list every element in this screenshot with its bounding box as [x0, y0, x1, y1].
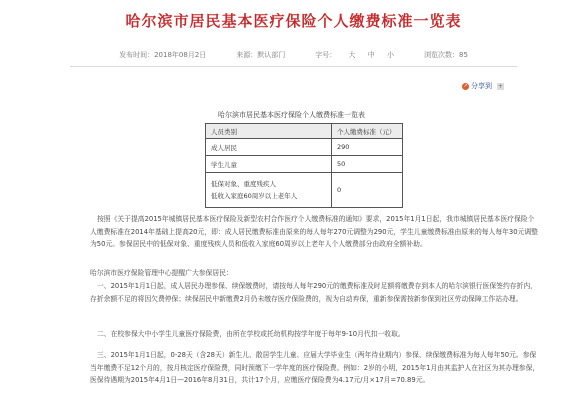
table-header-cell: 个人缴费标准（元） — [332, 124, 403, 139]
table-header-cell: 人员类别 — [206, 124, 332, 139]
paragraph-reminder: 哈尔滨市医疗保险管理中心提醒广大参保居民： — [90, 269, 233, 277]
font-size-label: 字号： — [315, 51, 337, 59]
page-title: 哈尔滨市居民基本医疗保险个人缴费标准一览表 — [125, 12, 462, 30]
share-button[interactable] — [462, 81, 504, 91]
share-more-icon[interactable]: + — [497, 82, 504, 90]
table-cell — [206, 173, 332, 208]
font-size-large[interactable]: 大 — [348, 51, 356, 59]
table-cell: 290 — [332, 139, 403, 156]
table-cell-line: 低收入家庭60周岁以上老年人 — [211, 192, 298, 200]
table-cell: 学生儿童 — [206, 156, 332, 173]
table-cell: 50 — [332, 156, 403, 173]
source: 来源：默认部门 — [236, 51, 286, 59]
paragraph-item-2: 二、在校参保大中小学生儿童医疗保险费，由所在学校或托幼机构按学年度于每年9-10月代扣一收取。 — [97, 330, 405, 338]
font-size-control — [315, 50, 394, 60]
table-caption: 哈尔滨市居民基本医疗保险个人缴费标准一览表 — [218, 111, 365, 119]
article-meta — [0, 50, 587, 60]
paragraph-item-1: 一、2015年1月1日起，成人居民办理参保、续保缴费时，请按每人每年290元的缴费标准及时足额将缴费存到本人的哈尔滨银行医保签约存折内，存折余额不足的将因欠费停保；续保居民中新缴费2月仍未缴存医疗保险费的，视为自动弃保，重新参保需按新参保到社区劳动保障工作站办理。 — [90, 282, 537, 303]
view-count: 浏览次数：85 — [423, 51, 468, 59]
fee-table — [205, 123, 403, 208]
table-header-row — [206, 124, 403, 139]
table-cell: 成人居民 — [206, 139, 332, 156]
font-size-small[interactable]: 小 — [386, 51, 394, 59]
paragraph-item-3: 三、2015年1月1日起，0-28天（含28天）新生儿、散居学生儿童、应届大学毕业生（两年待业期内）参保、续保缴费标准为每人每年50元。参保当年缴费不足12个月的，按月核定医疗保险费，同时预缴下一学年度的医疗保险费。例如：2岁的小明，2015年1月由其监护人在社区为其办理参保，医保待遇期为2015年4月1日—2016年8月31日，共计17个月，应缴医疗保险费为4.17元/月×17月=70.89元。 — [90, 351, 540, 384]
divider — [70, 66, 517, 67]
table-cell-line: 低保对象、重度残疾人 — [211, 180, 276, 188]
table-cell: 0 — [332, 173, 403, 208]
share-label: 分享到 — [471, 82, 492, 90]
share-icon: ↗ — [463, 82, 468, 89]
paragraph-intro: 按照《关于提高2015年城镇居民基本医疗保险及新型农村合作医疗个人缴费标准的通知》要求，2015年1月1日起，我市城镇居民基本医疗保险个人缴费标准在2014年基础上提高20元，即：成人居民缴费标准由原来的每人每年270元调整为290元，学生儿童缴费标准由原来的每人每年30元调整为50元。参保居民中的低保对象、重度残疾人员和低收入家庭60周岁以上老年人个人缴费部分由政府全额补助。 — [90, 215, 538, 248]
font-size-medium[interactable]: 中 — [367, 51, 375, 59]
table-row — [206, 156, 403, 173]
table-row — [206, 139, 403, 156]
publish-time: 发布时间：2018年08月2日 — [119, 51, 207, 59]
table-row — [206, 173, 403, 208]
